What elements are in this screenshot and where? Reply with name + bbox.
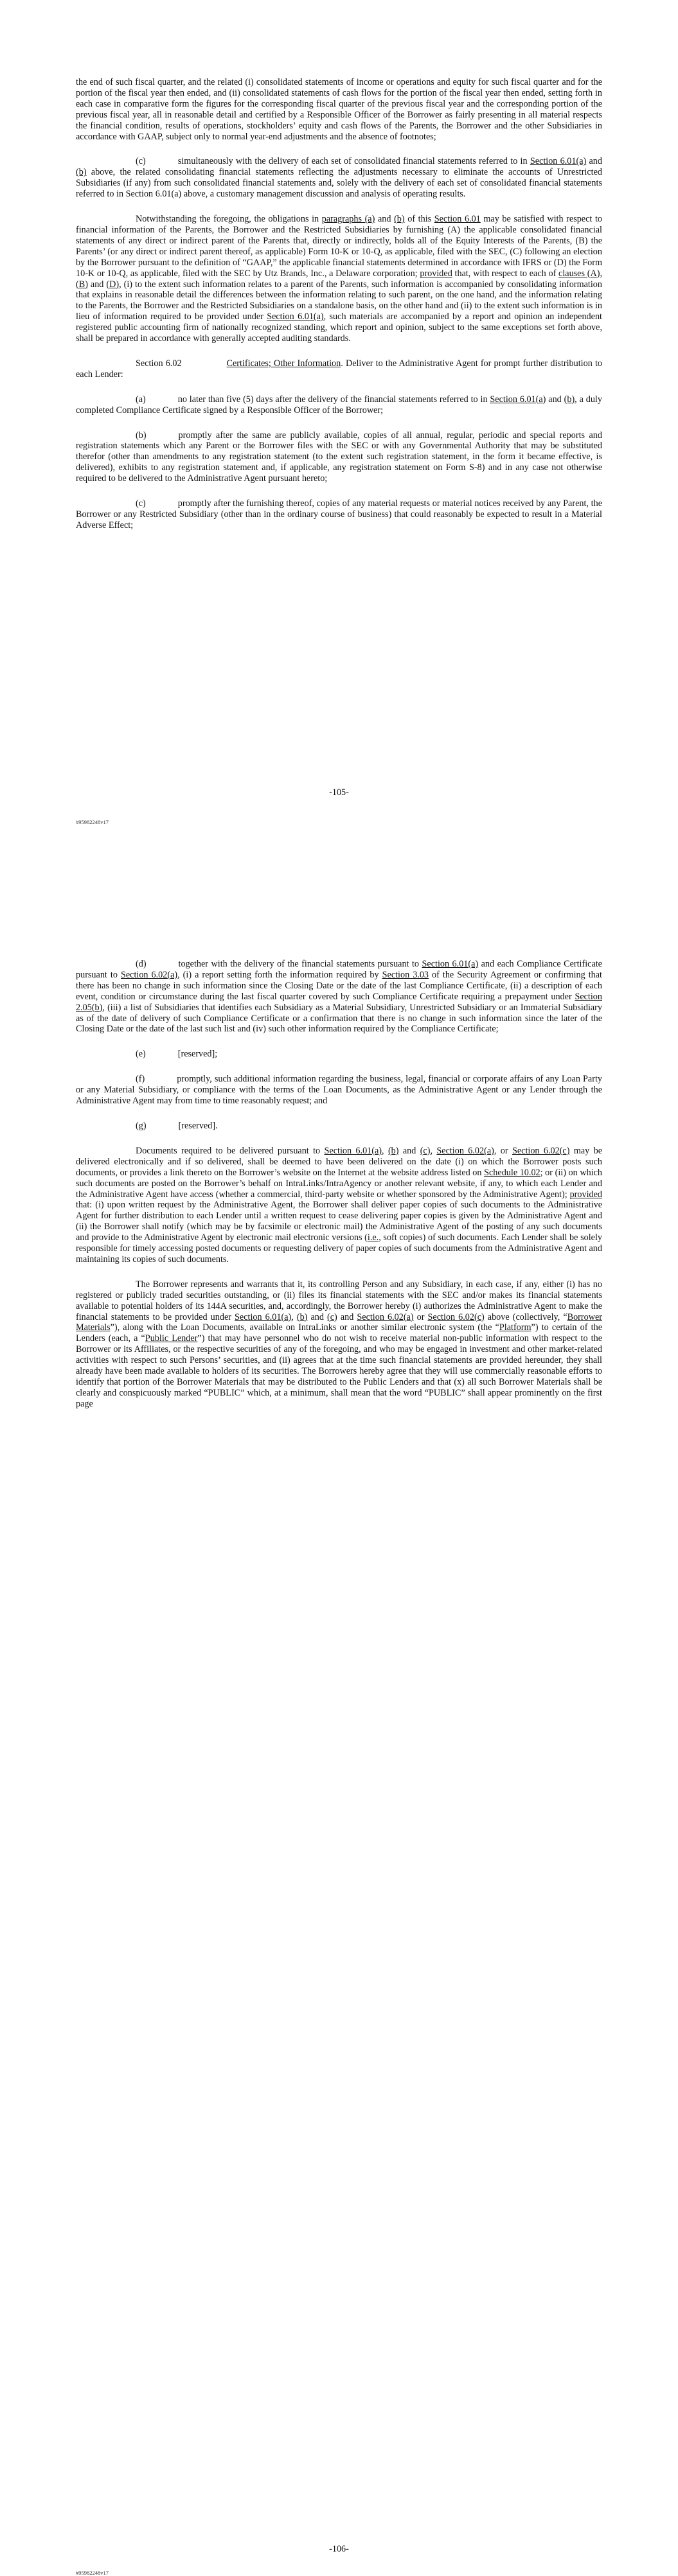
underlined-reference: Section 2.05(b) xyxy=(76,991,602,1013)
text-run: Documents required to be delivered pursuant to xyxy=(136,1145,325,1156)
underlined-reference: Borrower Materials xyxy=(76,1311,602,1333)
document-id: #95982248v17 xyxy=(76,819,109,825)
underlined-reference: paragraphs (a) xyxy=(321,214,375,225)
text-run: (f) xyxy=(136,1074,145,1085)
text-run: , xyxy=(291,1311,297,1322)
text-run: and xyxy=(586,156,602,167)
text-run: and xyxy=(307,1311,328,1322)
underlined-reference: (b) xyxy=(564,394,575,405)
text-run: may be satisfied with respect to financial information of the Parents, the Borrower and the Restricted Subsidiaries by furnishing (A) the applicable consolidated financial statements of any direct or indirect parent of the Parents that, directly or indirectly, holds all of the Equity Interests of the Parents, (B) the Parents’ (or any direct or indirect parent thereof, as applicable) Form 10-K or 10-Q, as applicable, filed with the SEC, (C) following an election by the Borrower pursuant to the definition of “GAAP,” the applicable financial statements determined in accordance with IFRS or (D) the Form 10-K or 10-Q, as applicable, filed with the SEC by Utz Brands, Inc., a Delaware corporation; xyxy=(76,214,602,279)
paragraph-a-compliance-certificate xyxy=(76,394,602,416)
text-run: , xyxy=(600,268,602,279)
text-run: ; or (ii) on which such documents are posted on the Borrower’s behalf on IntraLinks/IntraAgency or another relevant website, if any, to which each Lender and the Administrative Agent have access (whether a commercial, third-party website or whether sponsored by the Administrative Agent); xyxy=(76,1167,602,1200)
text-run: , or xyxy=(494,1145,512,1156)
paragraph-financial-statements-continued xyxy=(76,77,602,142)
text-run: , (iii) a list of Subsidiaries that identifies each Subsidiary as a Material Subsidiary, Unrestricted Subsidiary or an Immaterial Subsidiary as of the date of delivery of such Compliance Certificate or a confirmation that there is no change in such information since the later of the Closing Date or the date of the last such list and (iv) such other information required by the Compliance Certificate; xyxy=(76,1002,602,1035)
underlined-reference: (b) xyxy=(394,214,405,225)
underlined-reference: Section 6.02(c) xyxy=(512,1145,570,1156)
text-run: and xyxy=(87,279,107,290)
underlined-reference: (D) xyxy=(106,279,120,290)
underlined-reference: Schedule 10.02 xyxy=(484,1167,540,1178)
text-run: promptly after the furnishing thereof, copies of any material requests or material notices received by any Parent, the Borrower or any Restricted Subsidiary (other than in the ordinary course of business) that could reasonably be expected to result in a Material Adverse Effect; xyxy=(76,498,602,530)
paragraph-electronic-delivery xyxy=(76,1146,602,1265)
text-run: and xyxy=(337,1311,357,1322)
underlined-reference: (b) xyxy=(388,1145,399,1156)
document-page-105 xyxy=(0,0,678,864)
text-run: The Borrower represents and warrants that it, its controlling Person and any Subsidiary, in each case, if any, either (i) has no registered or publicly traded securities outstanding, or (ii) files its financial statements with the SEC and/or makes its financial statements available to potential holders of its 144A securities, and, accordingly, the Borrower hereby (i) authorizes the Administrative Agent to make the financial statements to be provided under xyxy=(76,1279,602,1322)
text-run: that: (i) upon written request by the Administrative Agent, the Borrower shall deliver paper copies of such documents to the Administrative Agent for further distribution to each Lender until a written request to cease delivering paper copies is given by the Administrative Agent and (ii) the Borrower shall notify (which may be by facsimile or electronic mail) the Administrative Agent of the posting of any such documents and provide to the Administrative Agent by electronic mail electronic versions ( xyxy=(76,1200,602,1243)
text-run: (c) xyxy=(136,156,146,167)
page-body xyxy=(76,959,602,1424)
underlined-reference: (b) xyxy=(76,167,87,178)
text-run: , such materials are accompanied by a report and opinion an independent registered public accounting firm of nationally recognized standing, which report and opinion, subject to the same exceptions set forth above, shall be prepared in accordance with generally accepted auditing standards. xyxy=(76,311,602,344)
underlined-reference: (c) xyxy=(420,1145,431,1156)
text-run: [reserved]. xyxy=(178,1120,218,1131)
text-run: ”), along with the Loan Documents, available on IntraLinks or another similar electronic system (the “ xyxy=(110,1322,499,1333)
text-run: that, with respect to each of xyxy=(452,268,559,279)
underlined-reference: Section 6.01(a) xyxy=(422,959,479,969)
paragraph-e-reserved xyxy=(76,1049,602,1060)
text-run: (c) xyxy=(136,498,146,509)
text-run: together with the delivery of the financial statements pursuant to xyxy=(178,959,422,969)
text-run: , a duly completed Compliance Certificate signed by a Responsible Officer of the Borrower; xyxy=(76,394,602,416)
underlined-reference: Section 6.02(c) xyxy=(427,1311,485,1322)
text-run: and xyxy=(375,214,395,225)
paragraph-f-additional-information xyxy=(76,1074,602,1107)
section-6-02-heading xyxy=(76,358,602,380)
text-run: of this xyxy=(404,214,434,225)
paragraph-c-consolidating-statements xyxy=(76,156,602,200)
underlined-reference: Section 6.01(a) xyxy=(324,1145,382,1156)
underlined-reference: provided xyxy=(420,268,452,279)
text-run: and each Compliance Certificate pursuant to xyxy=(76,959,602,980)
underlined-reference: Section 6.02(a) xyxy=(436,1145,494,1156)
underlined-reference: clauses (A) xyxy=(558,268,600,279)
paragraph-c-material-notices xyxy=(76,498,602,531)
text-run: [reserved]; xyxy=(177,1049,218,1060)
paragraph-g-reserved xyxy=(76,1121,602,1132)
text-run: simultaneously with the delivery of each set of consolidated financial statements referred to in xyxy=(177,156,530,167)
underlined-reference: Section 6.01(a) xyxy=(235,1311,292,1322)
underlined-reference: provided xyxy=(569,1189,602,1200)
text-run: , (i) a report setting forth the information required by xyxy=(177,969,382,980)
underlined-reference: Certificates; Other Information xyxy=(226,358,341,369)
underlined-reference: (B) xyxy=(76,279,88,290)
text-run: ”) to certain of the Lenders (each, a “ xyxy=(76,1322,602,1344)
text-run: . Deliver to the Administrative Agent for prompt further distribution to each Lender: xyxy=(76,358,602,380)
text-run: ”) that may have personnel who do not wish to receive material non-public information with respect to the Borrower or its Affiliates, or the respective securities of any of the foregoing, and who may be engaged in investment and other market-related activities with respect to such Persons’ securities, and (ii) agrees that at the time such financial statements are provided hereunder, they shall already have been made available to holders of its securities. The Borrowers hereby agree that they will use commercially reasonable efforts to identify that portion of the Borrower Materials that may be distributed to the Public Lenders and that (x) all such Borrower Materials shall be clearly and conspicuously marked “PUBLIC” which, at a minimum, shall mean that the word “PUBLIC” shall appear prominently on the first page xyxy=(76,1333,603,1409)
text-run: (b) xyxy=(136,430,147,441)
text-run: (a) xyxy=(136,394,146,405)
paragraph-d-subsidiary-report xyxy=(76,959,602,1035)
text-run: , (i) to the extent such information relates to a parent of the Parents, such information is accompanied by consolidating information that explains in reasonable detail the differences between the information relating to such parent, on the one hand, and the information relating to the Parents, the Borrower and the Restricted Subsidiaries on a standalone basis, on the other hand and (ii) to the extent such information is in lieu of information required to be provided under xyxy=(76,279,602,322)
underlined-reference: Section 6.01 xyxy=(434,214,481,225)
document-id: #95982248v17 xyxy=(76,2570,109,2576)
text-run: , soft copies) of such documents. Each Lender shall be solely responsible for timely accessing posted documents or requesting delivery of paper copies of such documents from the Administrative Agent and maintaining its copies of such documents. xyxy=(76,1232,602,1265)
text-run: Notwithstanding the foregoing, the obligations in xyxy=(136,214,322,225)
underlined-reference: (c) xyxy=(327,1311,337,1322)
text-run: (d) xyxy=(136,959,147,969)
text-run: , xyxy=(430,1145,437,1156)
text-run: promptly after the same are publicly available, copies of all annual, regular, periodic and special reports and registration statements which any Parent or the Borrower files with the SEC or with any Governmental Authority that may be substituted therefor (other than amendments to any registration statement (to the extent such registration statement, in the form it became effective, is delivered), exhibits to any registration statement and, if applicable, any registration statement on Form S-8) and in any case not otherwise required to be delivered to the Administrative Agent pursuant hereto; xyxy=(76,430,602,484)
text-run: (g) xyxy=(136,1120,147,1131)
underlined-reference: Section 3.03 xyxy=(382,969,429,980)
text-run: above, the related consolidating financial statements reflecting the adjustments necessary to eliminate the accounts of Unrestricted Subsidiaries (if any) from such consolidated financial statements and, solely with the delivery of each set of consolidated financial statements referred to in Section 6.01(a) above, a customary management discussion and analysis of operating results. xyxy=(76,167,602,200)
underlined-reference: Section 6.01(a) xyxy=(490,394,546,405)
underlined-reference: Platform xyxy=(499,1322,531,1333)
paragraph-borrower-representations xyxy=(76,1279,602,1410)
underlined-reference: Section 6.02(a) xyxy=(120,969,178,980)
page-number: -106- xyxy=(329,2544,349,2554)
page-body xyxy=(76,77,602,545)
text-run: of the Security Agreement or confirming that there has been no change in such information since the Closing Date or the date of the last Compliance Certificate, (ii) a description of each event, condition or circumstance during the last fiscal quarter covered by such Compliance Certificate requiring a prepayment under xyxy=(76,969,602,1002)
text-run: promptly, such additional information regarding the business, legal, financial or corporate affairs of any Loan Party or any Material Subsidiary, or compliance with the terms of the Loan Documents, as the Administrative Agent or any Lender through the Administrative Agent may from time to time reasonably request; and xyxy=(76,1074,602,1107)
paragraph-notwithstanding xyxy=(76,214,602,344)
document-page-106 xyxy=(0,864,678,2576)
text-run: or xyxy=(413,1311,428,1322)
paragraph-b-public-reports xyxy=(76,430,602,485)
underlined-reference: (b) xyxy=(296,1311,308,1322)
text-run: no later than five (5) days after the delivery of the financial statements referred to in xyxy=(177,394,490,405)
underlined-reference: Section 6.01(a) xyxy=(267,311,324,322)
text-run: may be delivered electronically and if so delivered, shall be deemed to have been delivered on the date (i) on which the Borrower posts such documents, or provides a link thereto on the Borrower’s website on the Internet at the website address listed on xyxy=(76,1145,603,1178)
underlined-reference: Section 6.02(a) xyxy=(357,1311,414,1322)
text-run: Section 6.02 xyxy=(136,358,182,369)
underlined-reference: Public Lender xyxy=(145,1333,198,1344)
underlined-reference: i.e. xyxy=(367,1232,379,1243)
text-run: , xyxy=(382,1145,388,1156)
text-run: and xyxy=(546,394,564,405)
underlined-reference: Section 6.01(a) xyxy=(530,156,587,167)
text-run: above (collectively, “ xyxy=(484,1311,567,1322)
text-run: and xyxy=(398,1145,420,1156)
page-number: -105- xyxy=(329,787,349,798)
text-run: the end of such fiscal quarter, and the related (i) consolidated statements of income or operations and equity for such fiscal quarter and for the portion of the fiscal year then ended, and (ii) consolidated statements of cash flows for the portion of the fiscal year then ended, setting forth in each case in comparative form the figures for the corresponding fiscal quarter of the previous fiscal year and the corresponding portion of the previous fiscal year, all in reasonable detail and certified by a Responsible Officer of the Borrower as fairly presenting in all material respects the financial condition, results of operations, stockholders’ equity and cash flows of the Parents, the Borrower and the other Subsidiaries in accordance with GAAP, subject only to normal year-end adjustments and the absence of footnotes; xyxy=(76,77,602,142)
text-run: (e) xyxy=(136,1049,146,1060)
